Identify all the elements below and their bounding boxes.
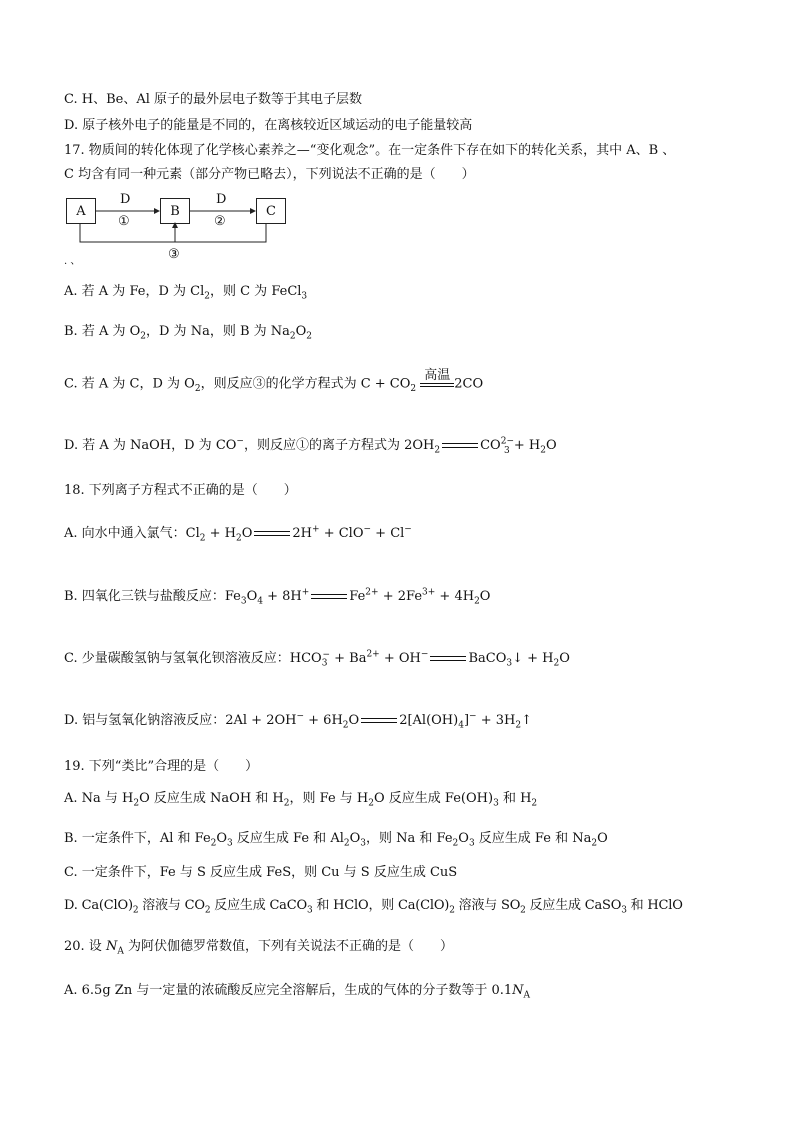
arrow1-number: ① [118,214,130,229]
q16-option-c: C. H、Be、Al 原子的最外层电子数等于其电子层数 [64,92,363,107]
q17-stem-line1: 17. 物质间的转化体现了化学核心素养之—“变化观念”。在一定条件下存在如下的转化关系，其中 A、B 、 [64,143,676,158]
q17-stem-line2: C 均含有同一种元素（部分产物已略去），下列说法不正确的是（ ） [64,167,475,182]
q19-option-c: C. 一定条件下，Fe 与 S 反应生成 FeS，则 Cu 与 S 反应生成 CuS [64,865,458,880]
high-temp-condition: 高温 [420,375,454,393]
arrow3-number: ③ [168,247,180,262]
arrow2-number: ② [214,214,226,229]
q18-stem: 18. 下列离子方程式不正确的是（ ） [64,483,297,498]
q18-option-d: D. 铝与氢氧化钠溶液反应：$2Al + 2OH^- + 6H_2O$ $2[Al(OH)_4]^-$ + $3H_2↑$ [64,711,532,731]
q20-option-a: A. 6.5g Zn 与一定量的浓硫酸反应完全溶解后，生成的气体的分子数等于 $0.1N_A$ [64,983,531,1001]
arrow1-reagent: D [120,192,131,207]
q17-option-d: D. 若 A 为 NaOH，D 为 CO−，则反应①的离子方程式为 $2OH_2$ $CO^{2-}_3 + H_2O$ [64,436,557,456]
q17-option-c: C. 若 A 为 C，D 为 $O_2$，则反应③的化学方程式为 $C + CO_2$ 高温 2CO [64,368,484,395]
diagram-node-a: A [66,198,96,224]
diagram-dots: . 、 [64,256,81,267]
q18-option-c: C. 少量碳酸氢钠与氢氧化钡溶液反应：$HCO_3^- + Ba^{2+} + OH^-$ BaCO$_3$↓ + $H_2O$ [64,649,570,669]
arrow2-reagent: D [216,192,227,207]
equals-sign [252,529,292,539]
q16-option-d: D. 原子核外电子的能量是不同的，在离核较近区域运动的电子能量较高 [64,118,473,133]
q19-stem: 19. 下列“类比”合理的是（ ） [64,759,259,774]
equals-sign [428,654,468,664]
diagram-node-c: C [256,198,286,224]
equals-sign [440,441,480,451]
q17-option-b: B. 若 A 为 $O_2$，D 为 Na，则 B 为 $Na_2O_2$ [64,324,313,342]
q18-option-b: B. 四氧化三铁与盐酸反应：$Fe_3O_4 + 8H^+$ $Fe^{2+} + 2Fe^{3+} + 4H_2O$ [64,587,491,607]
q17-option-a: A. 若 A 为 Fe，D 为 $Cl_2$，则 C 为 FeCl$_3$ [64,284,308,302]
q19-option-a: A. Na 与 $H_2O$ 反应生成 NaOH 和 $H_2$，则 Fe 与 $H_2O$ 反应生成 $Fe(OH)_3$ 和 $H_2$ [64,791,538,809]
equals-sign [359,716,399,726]
q17-diagram [64,192,304,272]
q19-option-d: D. $Ca(ClO)_2$ 溶液与 $CO_2$ 反应生成 CaCO$_3$ 和 HClO，则 $Ca(ClO)_2$ 溶液与 $SO_2$ 反应生成 CaSO$_3$ 和 HClO [64,898,683,916]
q18-option-a: A. 向水中通入氯气：$Cl_2 + H_2O$ 2H+ + ClO− + Cl− [64,524,412,544]
q19-option-b: B. 一定条件下，Al 和 $Fe_2O_3$ 反应生成 Fe 和 $Al_2O_3$，则 Na 和 $Fe_2O_3$ 反应生成 Fe 和 $Na_2O$ [64,831,608,849]
q20-stem: 20. 设 $N_A$ 为阿伏伽德罗常数值，下列有关说法不正确的是（ ） [64,939,453,957]
equals-sign [309,592,349,602]
diagram-node-b: B [160,198,190,224]
